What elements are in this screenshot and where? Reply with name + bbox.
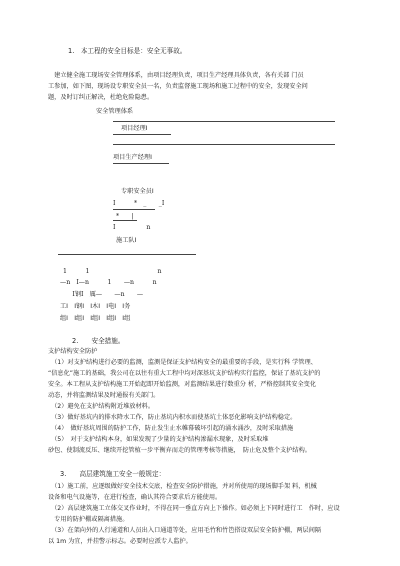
connector-line bbox=[113, 209, 155, 210]
section2-subheading: 支护结构安全防护 bbox=[48, 348, 98, 355]
node-safety-officer: 专职安全员Ⅰ bbox=[121, 188, 154, 195]
team-row: 组Ⅰ Ⅰ组Ⅰ Ⅰ组Ⅰ Ⅰ组Ⅰ Ⅰ组 bbox=[60, 315, 131, 322]
section1-heading: 1. 本工程的安全目标是：安全无事故。 bbox=[68, 47, 187, 55]
org-chart-title: 安全管理体系 bbox=[96, 108, 134, 115]
team-row: —n Ⅰ—n 1 —n n bbox=[60, 279, 157, 286]
team-row: Ⅰ钢Ⅰ 厲— —n — bbox=[60, 291, 144, 298]
paragraph-line: 工参加，如下图，现场设专职安全员一名，负责监督施工现场和施工过程中的安全，发现安全问 bbox=[48, 83, 308, 90]
paragraph-line: （5） 对于支护结构本身，如果发现了少量的支护结构渗漏水现象，及时采取堆 bbox=[48, 436, 269, 443]
node-project-manager: 项目经理Ⅰ bbox=[121, 125, 148, 132]
paragraph-line: 专用的防护棚或隔离措施。 bbox=[48, 516, 129, 523]
node-production-manager: 项目生产经理Ⅰ bbox=[113, 154, 152, 161]
paragraph-line: 动态，并将监测结果及时通报有关部门。 bbox=[48, 392, 160, 399]
paragraph-line: 以 1m 为宜，并挂警示标志。必要时应派专人监护。 bbox=[48, 538, 192, 545]
node-underline bbox=[113, 134, 171, 135]
connector-fragment: Ⅰ n bbox=[113, 224, 151, 231]
node-construction-team: 施工队Ⅰ bbox=[116, 237, 137, 244]
team-row: 1 1 n bbox=[63, 268, 162, 275]
paragraph-line: “信息化”施工的基础，我公司在以往有重大工程中均对深基坑支护结构实行监控，保证了基坑支护的 bbox=[48, 370, 321, 377]
rule-line bbox=[113, 144, 335, 145]
section2-heading: 2. 安全措施。 bbox=[72, 337, 125, 345]
connector-fragment: Ⅰ * _ _Ⅰ bbox=[113, 200, 165, 207]
paragraph-line: （3）做好基坑内的排水降水工作，防止基坑内积水而使基坑土体恶化影响支护结构稳定。 bbox=[48, 414, 297, 421]
paragraph-line: （1）施工前，应逐级做好安全技术交底，检查安全防护措施，并对所使用的现场脚手架 料，机械 bbox=[48, 483, 317, 490]
paragraph-line: 砂包、使制流反压、继续开挖管植一步平衡弃而走的管理考核等措施， 防止危及整个支护结构。 bbox=[48, 447, 311, 454]
connector-fragment: * | bbox=[116, 213, 134, 220]
rule-line bbox=[58, 254, 196, 255]
paragraph-line: 安全。本工程从支护结构施工开始起即开始监测，对监测结果进行数重分 析，严格控制其安全变化 bbox=[48, 381, 317, 388]
paragraph-line: 设备和电气设施等，在进行检查，确认其符合要求后方能使用。 bbox=[48, 494, 222, 501]
section3-heading: 3. 高层建筑施工安全一般规定： bbox=[60, 470, 166, 478]
paragraph-line: （1）对支护结构进行必要的监测，监测是保证支护结构安全的最重要的手段，是实行科 学管理、 bbox=[48, 359, 317, 366]
paragraph-line: （4） 做好基坑周围的防护工作，防止发生止水帷幕破坏引起的涌水涌沙，及时采取措施 bbox=[48, 425, 294, 432]
paragraph-line: （2）高层建筑施工立体交叉作业时，不得在同一垂直方向上下操作。如必须上下同时进行工 作时，应设 bbox=[48, 505, 340, 512]
paragraph-line: （3）在架向外的人行通道和人员出入口通道等处，应用毛竹和竹笆搭设双层安全防护棚，两层间隔 bbox=[48, 527, 322, 534]
paragraph-line: （2）避免在支护结构附近堆放材料。 bbox=[48, 403, 155, 410]
paragraph-line: 建立健全施工现场安全管理体系，由项目经理负责，项目生产经理具体负责，各有关部 门员 bbox=[48, 72, 304, 79]
team-row: 工Ⅰ Ⅰ钢Ⅰ Ⅰ木Ⅰ Ⅰ电Ⅰ Ⅰ务 bbox=[60, 303, 131, 310]
node-underline bbox=[113, 163, 169, 164]
paragraph-line: 题，及时订纠正解决，杜绝危险隐患。 bbox=[48, 94, 154, 101]
connector-line bbox=[113, 220, 137, 221]
rule-line bbox=[113, 121, 335, 122]
